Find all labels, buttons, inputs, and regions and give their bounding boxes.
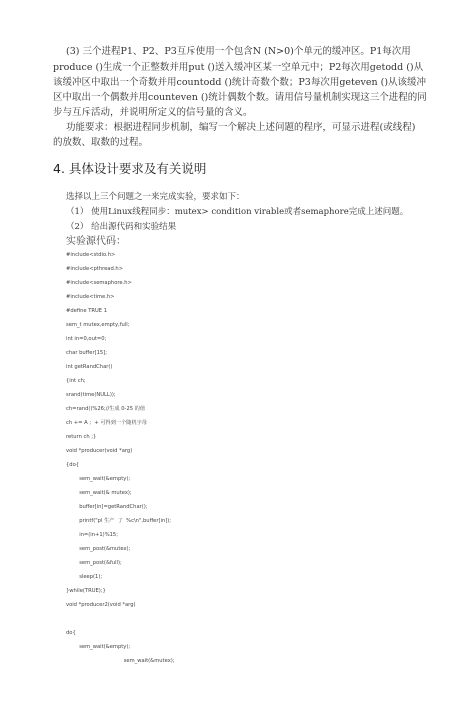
code-line: #include<stdio.h> — [66, 252, 116, 258]
code-line: buffer[in]=getRandChar(); — [66, 504, 148, 510]
code-line: ch += A ; + 可得到一个随机字母 — [66, 420, 148, 426]
requirement-item-1: （1） 使用Linux线程同步：mutex> condition virable或者semaphore完成上述问题。 — [66, 207, 409, 217]
code-line: #include<pthread.h> — [66, 266, 124, 272]
code-line: in=(in+1)%15; — [66, 532, 118, 538]
code-line: char buffer[15]; — [66, 350, 107, 356]
code-line: srand(time(NULL)); — [66, 392, 116, 398]
intro-line-1: (3) 三个进程P1、P2、P3互斥使用一个包含N (N>0)个单元的缓冲区。P1每次用 — [66, 46, 411, 57]
section-line-1: 选择以上三个问题之一来完成实验，要求如下： — [66, 192, 245, 202]
code-line: sem_wait(&mutex); — [66, 658, 175, 664]
intro-line-4: 区中取出一个偶数并用counteven ()统计偶数个数。请用信号量机制实现这三个进程的同 — [53, 92, 427, 103]
code-line: return ch ;} — [66, 434, 97, 440]
intro-line-6: 功能要求：根据进程同步机制，编写一个解决上述问题的程序，可显示进程(或线程) — [66, 122, 416, 133]
code-line: #define TRUE 1 — [66, 308, 108, 314]
code-line: #include<semaphore.h> — [66, 280, 132, 286]
code-line: sem_wait(& mutex); — [66, 490, 132, 496]
code-line: sem_post(&mutex); — [66, 546, 131, 552]
requirement-item-2: （2） 给出源代码和实验结果 — [66, 222, 177, 232]
code-line: void *producer2(void *arg) — [66, 602, 136, 608]
code-line: sleep(1); — [66, 574, 103, 580]
code-label: 实验源代码： — [66, 236, 126, 247]
code-line: {do{ — [66, 462, 80, 468]
code-line: int getRandChar() — [66, 364, 113, 370]
code-line: ch=rand()%26;//生成 0-25 的值 — [66, 406, 146, 412]
code-line: void *producer(void *arg) — [66, 448, 133, 454]
code-line: {int ch; — [66, 378, 86, 384]
code-line: int in=0,out=0; — [66, 336, 107, 342]
code-line: #include<time.h> — [66, 294, 115, 300]
section-heading: 4. 具体设计要求及有关说明 — [53, 161, 207, 176]
code-line: sem_wait(&empty); — [66, 476, 131, 482]
code-line: printf("pl 生产 了 %c\n",buffer[in]); — [66, 518, 172, 524]
intro-line-5: 步与互斥活动，并说明所定义的信号量的含义。 — [53, 107, 253, 118]
intro-line-3: 该缓冲区中取出一个奇数并用countodd ()统计奇数个数；P3每次用geteven ()从该缓冲 — [53, 77, 427, 88]
code-line: }while(TRUE);} — [66, 588, 106, 594]
code-line: sem_t mutex,empty,full; — [66, 322, 130, 328]
code-line: sem_wait(&empty); — [66, 644, 131, 650]
code-line: sem_post(&full); — [66, 560, 122, 566]
intro-line-7: 的放数、取数的过程。 — [53, 137, 149, 148]
code-line: do{ — [66, 630, 76, 636]
intro-line-2: produce ()生成一个正整数并用put ()送入缓冲区某一空单元中；P2每次用getodd ()从 — [53, 62, 424, 73]
